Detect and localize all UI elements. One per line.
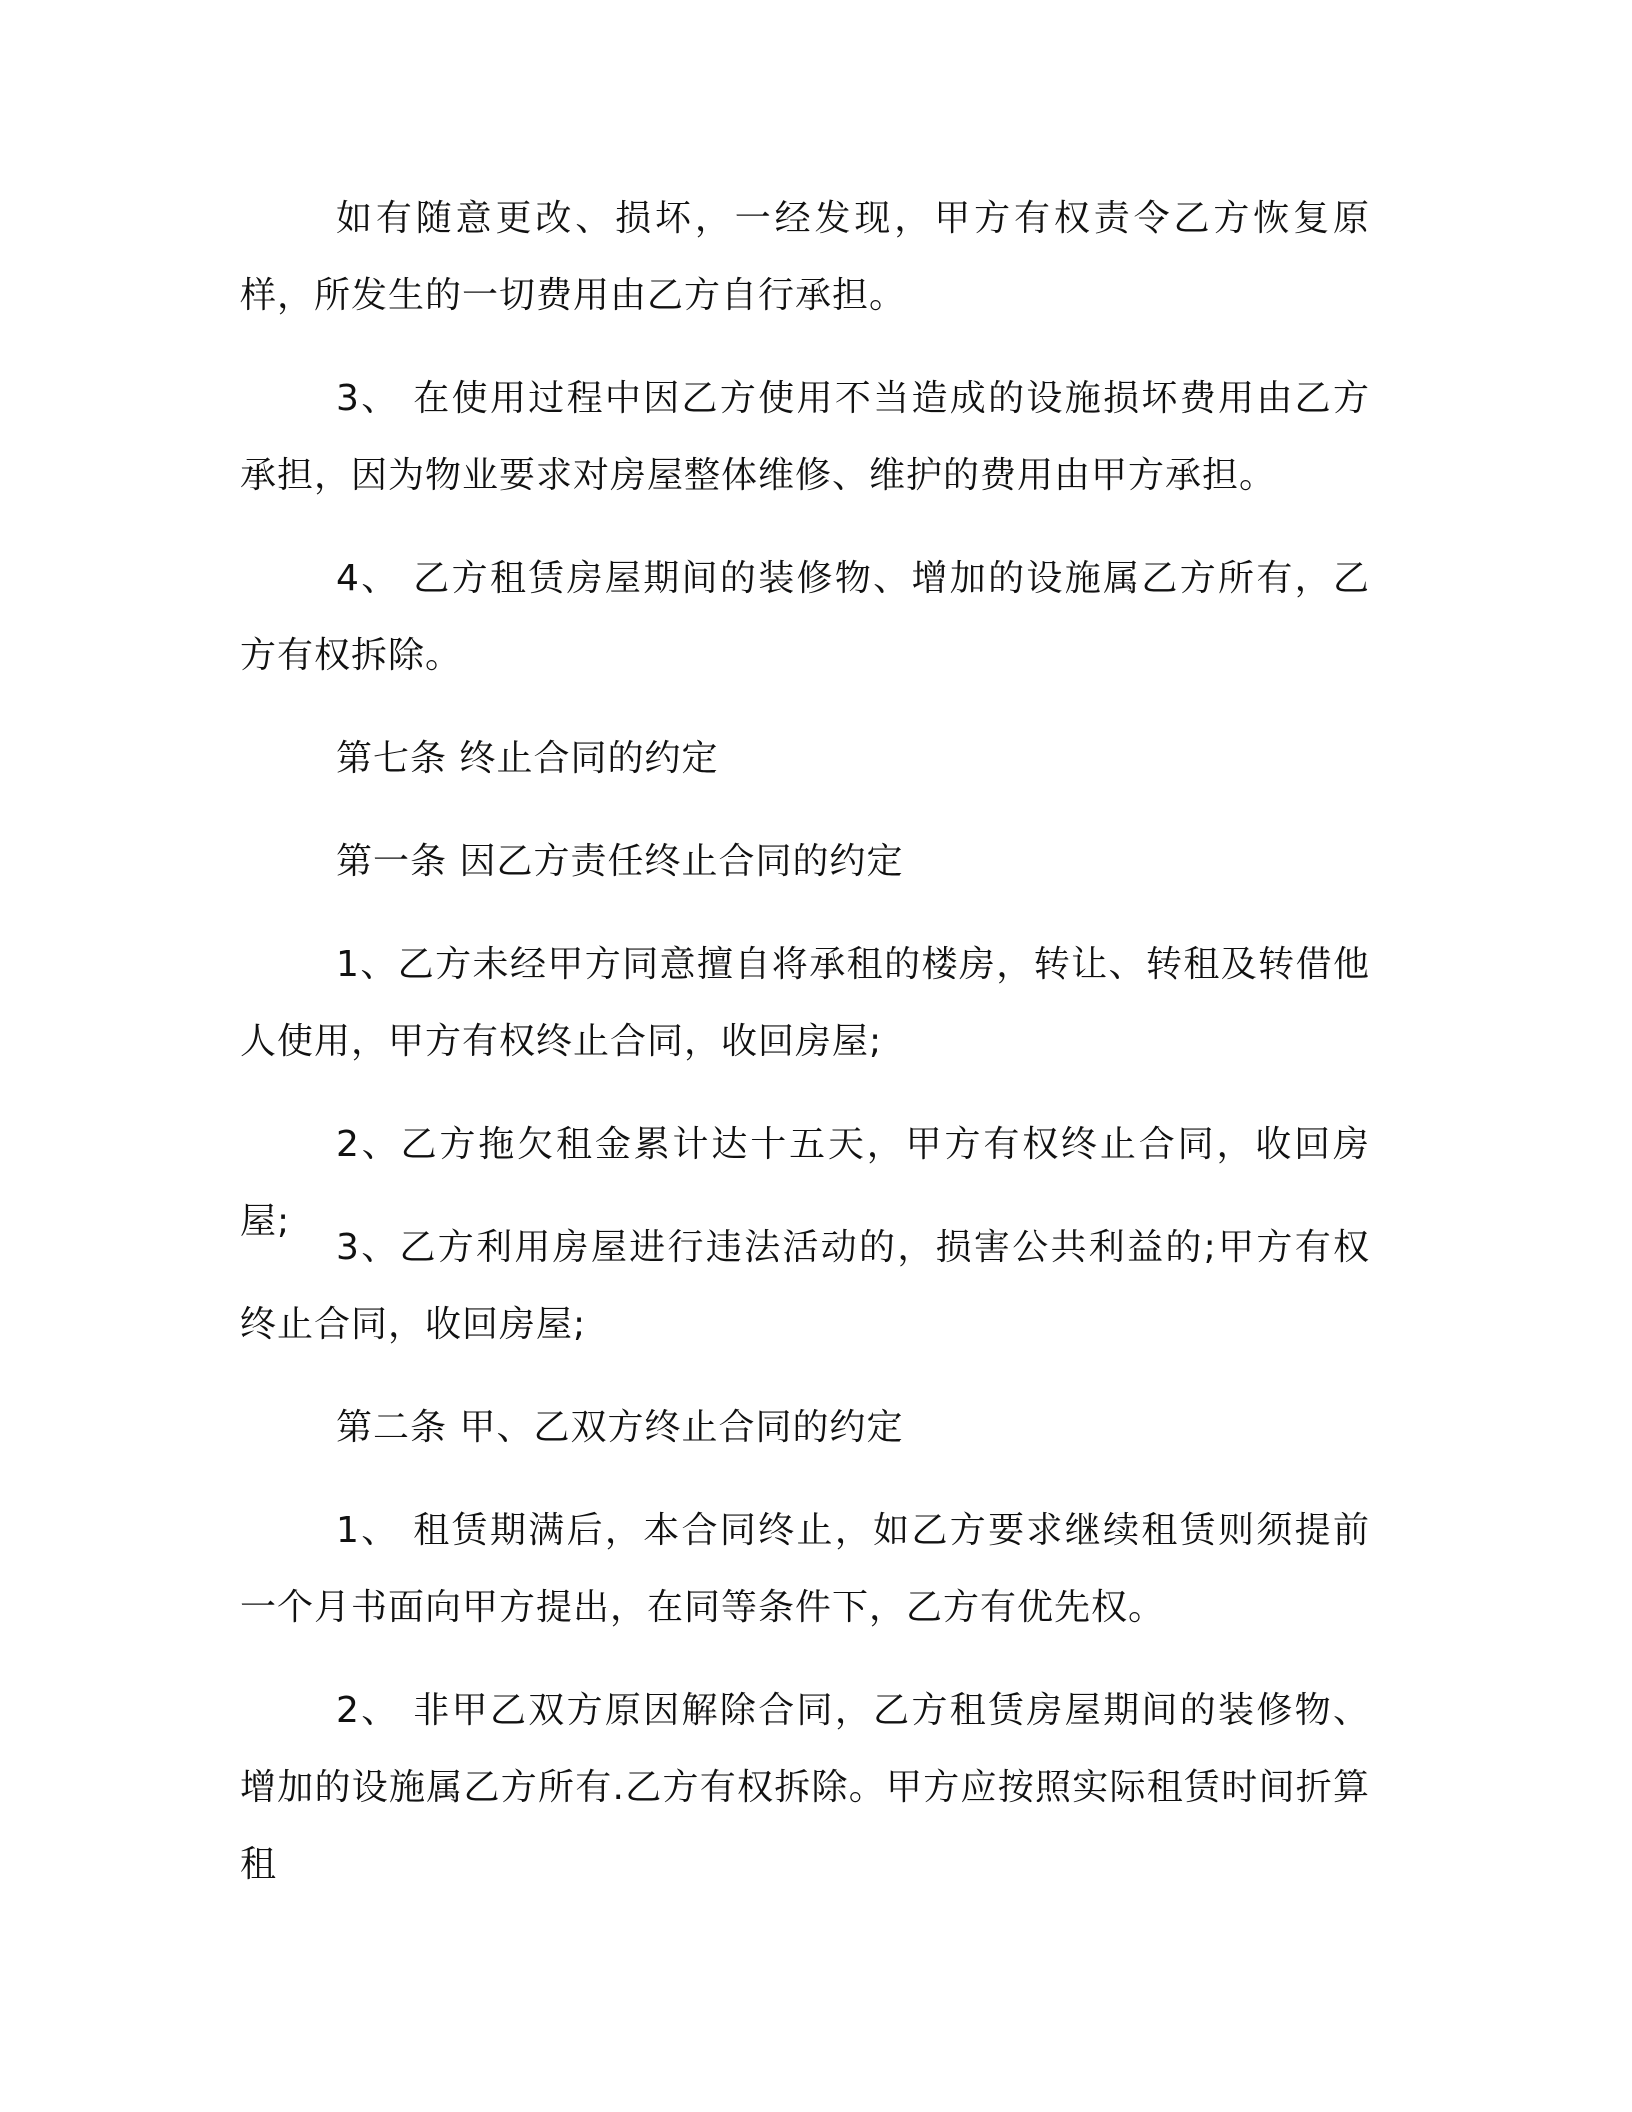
paragraph-item-1-lease-expiry: 1、 租赁期满后，本合同终止，如乙方要求继续租赁则须提前一个月书面向甲方提出，在同等条件下，乙方有优先权。: [240, 1510, 1370, 1628]
heading-article-2-mutual: 第二条 甲、乙双方终止合同的约定: [336, 1407, 904, 1448]
heading-article-1-tenant-fault: 第一条 因乙方责任终止合同的约定: [336, 841, 904, 882]
paragraph-restore-original: 如有随意更改、损坏，一经发现，甲方有权责令乙方恢复原样，所发生的一切费用由乙方自行承担。: [240, 198, 1370, 316]
paragraph-item-2-termination: 2、 非甲乙双方原因解除合同，乙方租赁房屋期间的装修物、增加的设施属乙方所有.乙方有权拆除。甲方应按照实际租赁时间折算租: [240, 1690, 1370, 1885]
paragraph-item-2-rent-arrears: 2、乙方拖欠租金累计达十五天，甲方有权终止合同，收回房屋;: [240, 1124, 1370, 1242]
paragraph-clause-3-damage-costs: 3、 在使用过程中因乙方使用不当造成的设施损坏费用由乙方承担，因为物业要求对房屋整体维修、维护的费用由甲方承担。: [240, 378, 1370, 496]
paragraph-clause-4-fixtures: 4、 乙方租赁房屋期间的装修物、增加的设施属乙方所有，乙方有权拆除。: [240, 558, 1370, 676]
heading-article-7: 第七条 终止合同的约定: [336, 738, 719, 779]
paragraph-item-3-illegal-use: 3、乙方利用房屋进行违法活动的，损害公共利益的;甲方有权终止合同，收回房屋;: [240, 1227, 1370, 1345]
paragraph-item-1-sublet: 1、乙方未经甲方同意擅自将承租的楼房，转让、转租及转借他人使用，甲方有权终止合同，收回房屋;: [240, 944, 1370, 1062]
